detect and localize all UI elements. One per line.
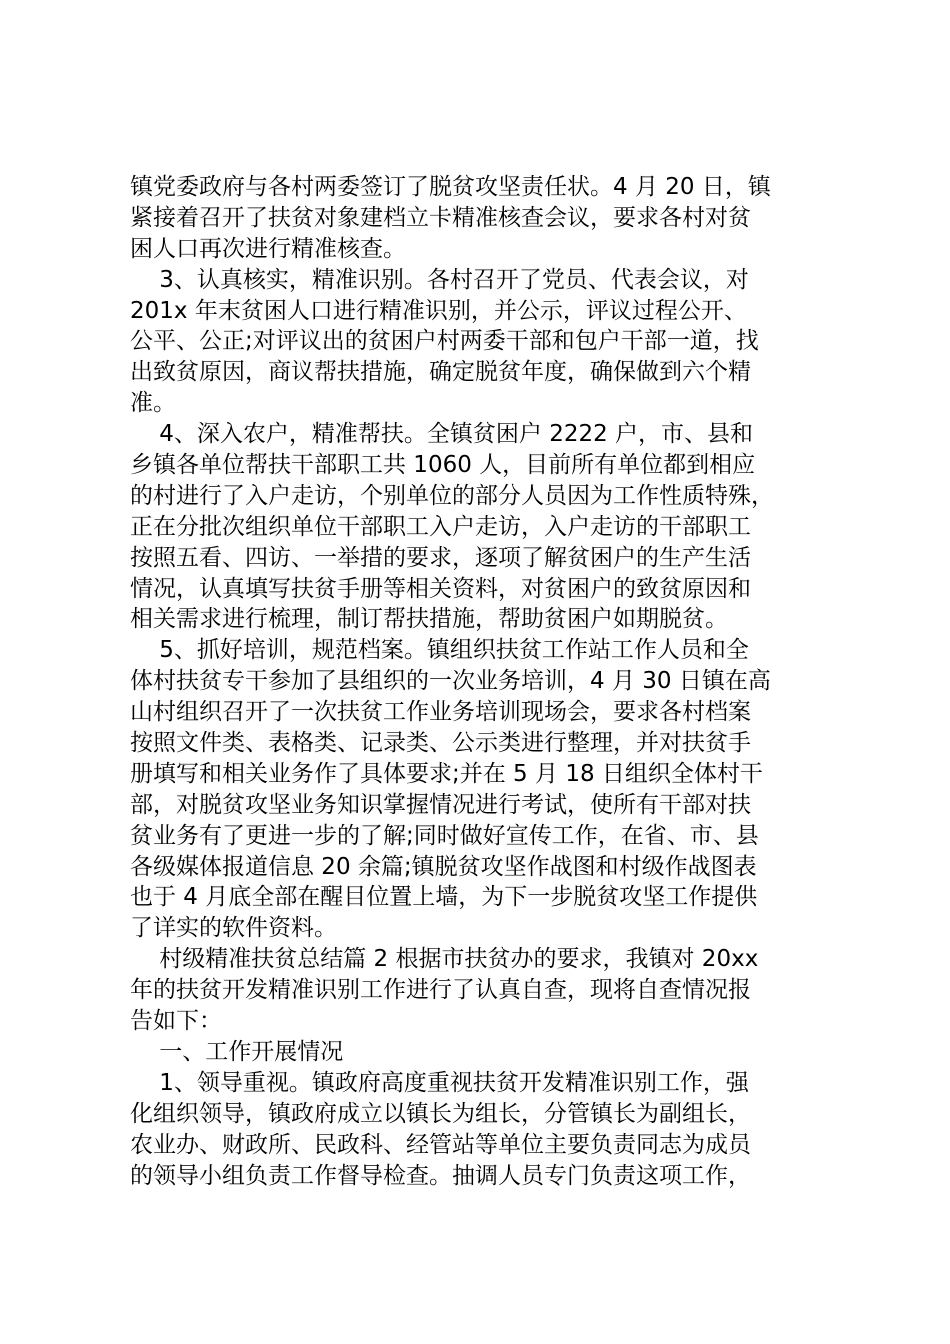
- text-line: 村级精准扶贫总结篇 2 根据市扶贫办的要求，我镇对 20xx: [130, 946, 759, 973]
- text-line: 1、领导重视。镇政府高度重视扶贫开发精准识别工作，强: [130, 1069, 749, 1096]
- text-line: 公平、公正;对评议出的贫困户村两委干部和包户干部一道，找: [130, 328, 759, 355]
- text-line: 4、深入农户，精准帮扶。全镇贫困户 2222 户，市、县和: [130, 421, 754, 448]
- text-line: 贫业务有了更进一步的了解;同时做好宣传工作，在省、市、县: [130, 822, 759, 849]
- text-line: 正在分批次组织单位干部职工入户走访，入户走访的干部职工: [130, 513, 751, 540]
- text-line: 体村扶贫专干参加了县组织的一次业务培训，4 月 30 日镇在高: [130, 668, 771, 695]
- text-line: 镇党委政府与各村两委签订了脱贫攻坚责任状。4 月 20 日，镇: [130, 174, 771, 200]
- text-line: 的村进行了入户走访，个别单位的部分人员因为工作性质特殊，: [130, 482, 774, 509]
- section-heading: 一、工作开展情况: [130, 1038, 344, 1065]
- text-line: 3、认真核实，精准识别。各村召开了党员、代表会议，对: [130, 266, 749, 293]
- text-line: 册填写和相关业务作了具体要求;并在 5 月 18 日组织全体村干: [130, 760, 763, 787]
- text-line: 化组织领导，镇政府成立以镇长为组长，分管镇长为副组长，: [130, 1100, 751, 1127]
- text-line: 201x 年末贫困人口进行精准识别，并公示，评议过程公开、: [130, 297, 747, 324]
- text-line: 5、抓好培训，规范档案。镇组织扶贫工作站工作人员和全: [130, 637, 749, 664]
- text-line: 按照五看、四访、一举措的要求，逐项了解贫困户的生产生活: [130, 544, 751, 571]
- text-line: 各级媒体报道信息 20 余篇;镇脱贫攻坚作战图和村级作战图表: [130, 853, 757, 880]
- text-line: 部，对脱贫攻坚业务知识掌握情况进行考试，使所有干部对扶: [130, 791, 751, 818]
- text-line: 准。: [130, 390, 176, 417]
- text-line: 了详实的软件资料。: [130, 915, 337, 942]
- text-line: 紧接着召开了扶贫对象建档立卡精准核查会议，要求各村对贫: [130, 204, 751, 231]
- text-line: 出致贫原因，商议帮扶措施，确定脱贫年度，确保做到六个精: [130, 359, 751, 386]
- text-line: 山村组织召开了一次扶贫工作业务培训现场会，要求各村档案: [130, 699, 751, 726]
- text-line: 困人口再次进行精准核查。: [130, 235, 406, 262]
- text-line: 按照文件类、表格类、记录类、公示类进行整理，并对扶贫手: [130, 730, 751, 757]
- text-line: 的领导小组负责工作督导检查。抽调人员专门负责这项工作，: [130, 1162, 751, 1189]
- document-body: [130, 172, 830, 1191]
- text-line: 乡镇各单位帮扶干部职工共 1060 人，目前所有单位都到相应: [130, 452, 756, 479]
- text-line: 情况，认真填写扶贫手册等相关资料，对贫困户的致贫原因和: [130, 575, 751, 602]
- text-line: 相关需求进行梳理，制订帮扶措施，帮助贫困户如期脱贫。: [130, 606, 728, 633]
- text-line: 农业办、财政所、民政科、经管站等单位主要负责同志为成员: [130, 1131, 751, 1158]
- text-line: 年的扶贫开发精准识别工作进行了认真自查，现将自查情况报: [130, 977, 751, 1004]
- text-line: 告如下：: [130, 1008, 222, 1035]
- text-line: 也于 4 月底全部在醒目位置上墙，为下一步脱贫攻坚工作提供: [130, 884, 758, 911]
